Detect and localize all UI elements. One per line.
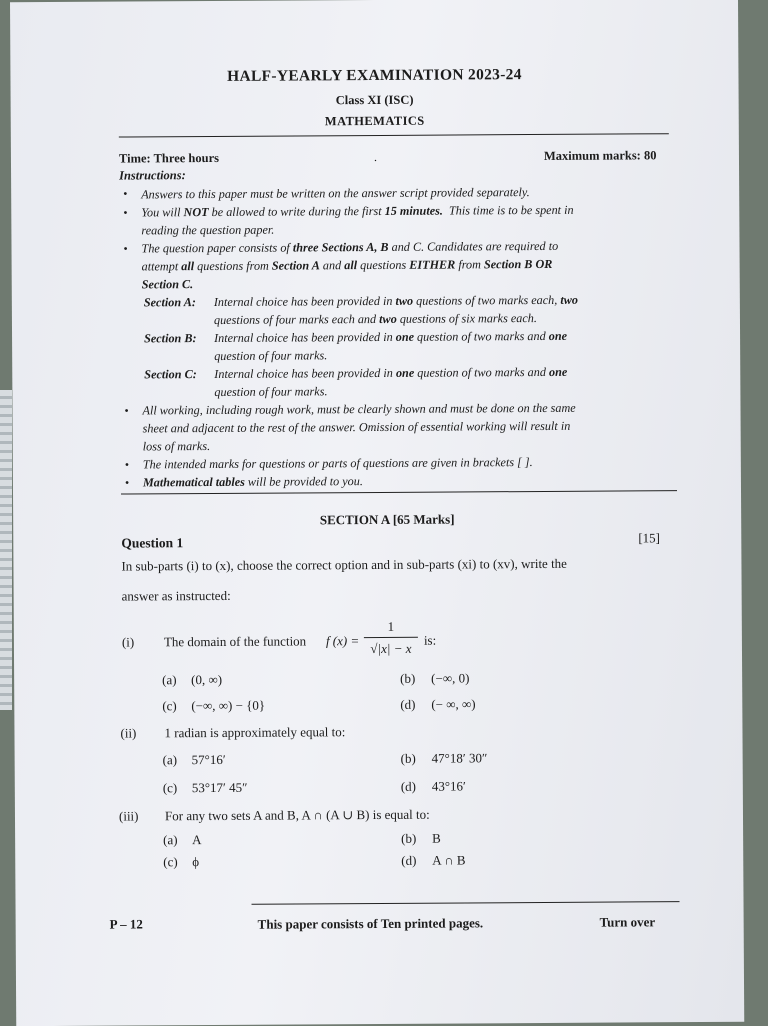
section-a-note-continued: questions of four marks each and two questions of six marks each. [213,311,537,327]
bullet-icon: • [123,205,128,220]
question-marks: [15] [638,530,661,546]
option-b-label: (b) [400,750,416,766]
bullet-icon: • [124,475,130,490]
option-c-label: (c) [162,780,178,796]
subquestion-tail: is: [423,632,437,648]
subquestion-text: The domain of the function [163,633,307,650]
footer-divider [252,901,680,905]
option-b: 47°18′ 30″ [431,750,488,766]
instruction-item: The question paper consists of three Sections A, B and C. Candidates are required to [141,238,559,256]
instruction-item: Mathematical tables will be provided to you. [142,474,363,490]
bullet-icon: • [124,403,129,418]
background-page-edge [0,390,12,710]
option-a: 57°16′ [191,751,226,768]
option-d: A ∩ B [432,852,466,868]
option-d-label: (d) [401,852,417,868]
option-b: B [432,830,441,846]
max-marks-label: Maximum marks: 80 [543,148,657,163]
option-b-label: (b) [400,670,416,686]
option-c-label: (c) [163,854,178,870]
option-a: A [192,832,202,848]
option-c: ϕ [192,854,200,870]
subject-label: MATHEMATICS [324,113,425,129]
bullet-icon: • [124,457,130,472]
instruction-item-continued: attempt all questions from Section A and all questions EITHER from Section B OR [141,256,553,274]
option-d: 43°16′ [431,778,466,794]
option-a-label: (a) [163,832,178,848]
option-a-label: (a) [162,672,177,688]
subquestion-number: (ii) [120,725,137,741]
instruction-item-continued: Section C. [141,277,194,292]
instruction-item: You will NOT be allowed to write during the first 15 minutes. This time is to be spent in [141,202,574,220]
option-d-label: (d) [400,778,417,794]
instruction-item-continued: loss of marks. [142,439,211,454]
exam-sheet [10,0,744,1026]
exam-title: HALF-YEARLY EXAMINATION 2023-24 [227,66,522,85]
turn-over-label: Turn over [599,914,656,930]
section-c-note: Internal choice has been provided in one question of two marks and one [214,364,568,381]
option-c: 53°17′ 45″ [191,779,248,796]
subquestion-number: (iii) [118,808,139,824]
option-d-label: (d) [400,696,416,712]
paper-code: P – 12 [109,916,143,932]
section-a-label: Section A: [143,295,196,310]
option-c: (−∞, ∞) − {0} [191,697,266,714]
section-b-label: Section B: [144,331,197,346]
instruction-item-continued: sheet and adjacent to the rest of the answer. Omission of essential working will result in [142,418,571,436]
option-b-label: (b) [401,830,417,846]
subquestion-text: For any two sets A and B, A ∩ (A ∪ B) is equal to: [164,806,430,824]
instruction-item: The intended marks for questions or parts of questions are given in brackets [ ]. [142,455,533,472]
question-intro-continued: answer as instructed: [121,587,231,604]
subquestion-number: (i) [121,634,135,650]
dot-mark: . [373,149,378,165]
section-b-note-continued: question of four marks. [214,348,328,363]
class-label: Class XI (ISC) [335,92,414,108]
question-intro: In sub-parts (i) to (x), choose the correct option and in sub-parts (xi) to (xv), write the [121,555,567,574]
instruction-item: All working, including rough work, must be clearly shown and must be done on the same [142,400,576,418]
subquestion-text: 1 radian is approximately equal to: [164,724,346,741]
option-a-label: (a) [162,752,178,768]
question-number: Question 1 [121,535,184,551]
section-b-note: Internal choice has been provided in one question of two marks and one [214,328,568,345]
section-c-note-continued: question of four marks. [214,384,328,399]
section-a-note: Internal choice has been provided in two questions of two marks each, two [213,292,579,309]
option-a: (0, ∞) [191,671,223,688]
page-count-note: This paper consists of Ten printed pages. [257,915,484,932]
fraction-numerator: 1 [387,618,395,634]
fraction-bar [364,637,418,638]
time-label: Time: Three hours [118,150,220,166]
function-label: f (x) = [325,633,360,649]
option-c-label: (c) [162,698,177,714]
bullet-icon: • [123,186,128,201]
section-a-heading: SECTION A [65 Marks] [319,511,455,528]
option-d: (− ∞, ∞) [431,696,476,712]
instruction-item-continued: reading the question paper. [141,222,275,238]
option-b: (−∞, 0) [431,670,470,686]
instructions-heading: Instructions: [119,168,186,183]
instruction-item: Answers to this paper must be written on the answer script provided separately. [141,185,530,202]
section-c-label: Section C: [144,367,197,382]
bullet-icon: • [123,241,128,256]
fraction-denominator: √|x| − x [370,640,412,657]
header-divider [119,133,669,137]
